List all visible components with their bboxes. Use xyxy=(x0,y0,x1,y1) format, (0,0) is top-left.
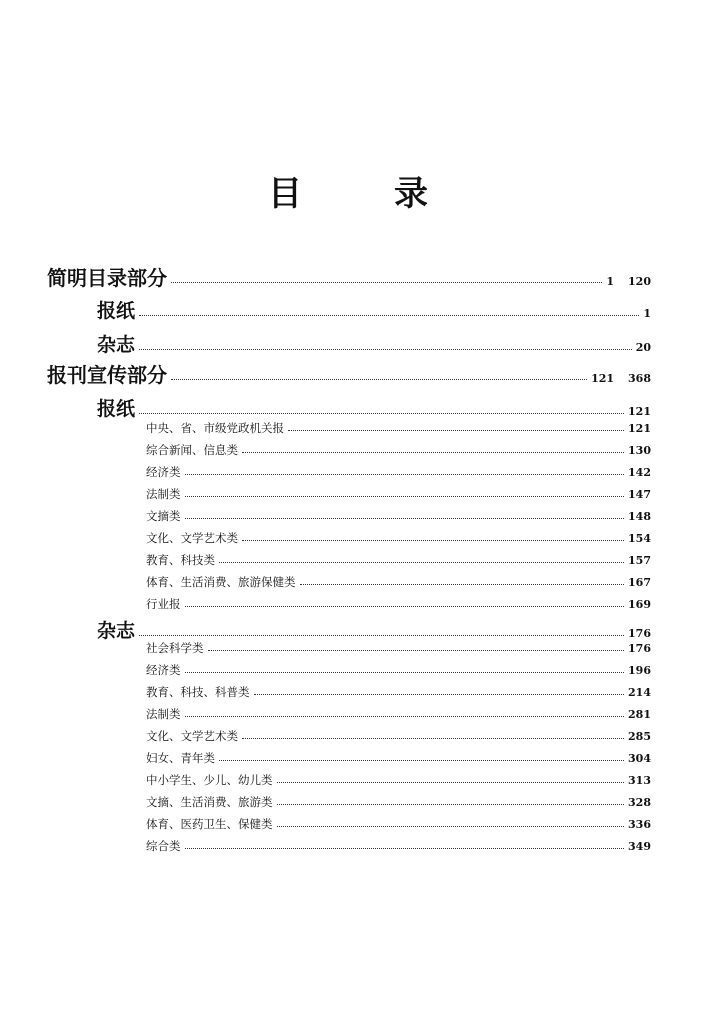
toc-entry-label: 文摘类 xyxy=(146,509,181,523)
toc-entry-label: 文摘、生活消费、旅游类 xyxy=(146,795,273,809)
leader-dots xyxy=(185,496,625,497)
toc-entry xyxy=(146,420,651,436)
page-number: 176 xyxy=(628,642,651,655)
toc-entry xyxy=(146,684,651,700)
toc-entry xyxy=(97,616,651,643)
page-number: 328 xyxy=(628,796,651,809)
toc-entry xyxy=(146,838,651,854)
toc-entry-label: 文化、文学艺术类 xyxy=(146,531,238,545)
leader-dots xyxy=(208,650,625,651)
leader-dots xyxy=(242,738,624,739)
toc-entry xyxy=(146,728,651,744)
toc-entry-label: 经济类 xyxy=(146,465,181,479)
leader-dots xyxy=(277,826,625,827)
leader-dots xyxy=(185,606,625,607)
toc-entry-label: 中小学生、少儿、幼儿类 xyxy=(146,773,273,787)
leader-dots xyxy=(185,474,625,475)
page-number: 169 xyxy=(628,598,651,611)
leader-dots xyxy=(185,848,625,849)
page-number: 285 xyxy=(628,730,651,743)
toc-entry xyxy=(146,706,651,722)
page-number: 336 xyxy=(628,818,651,831)
page-number: 176 xyxy=(628,627,651,640)
toc-entry-label: 报纸 xyxy=(97,300,136,322)
toc-entry xyxy=(97,296,651,323)
page-range-start: 121 xyxy=(591,372,615,385)
toc-entry-label: 杂志 xyxy=(97,334,136,356)
toc-entry xyxy=(146,662,651,678)
toc-entry-label: 报纸 xyxy=(97,398,136,420)
toc-entry xyxy=(146,750,651,766)
page-range-end: 120 xyxy=(628,275,651,288)
toc-entry-label: 综合类 xyxy=(146,839,181,853)
page-number: 157 xyxy=(628,554,651,567)
toc-entry-label: 妇女、青年类 xyxy=(146,751,215,765)
leader-dots xyxy=(288,430,624,431)
toc-entry-label: 简明目录部分 xyxy=(47,266,167,290)
toc-entry-label: 教育、科技类 xyxy=(146,553,215,567)
toc-entry-label: 社会科学类 xyxy=(146,641,204,655)
toc-entry-label: 综合新闻、信息类 xyxy=(146,443,238,457)
toc-entry xyxy=(146,574,651,590)
toc-entry-label: 教育、科技、科普类 xyxy=(146,685,250,699)
page-number: 154 xyxy=(628,532,651,545)
toc-entry-label: 经济类 xyxy=(146,663,181,677)
leader-dots xyxy=(139,413,624,414)
leader-dots xyxy=(300,584,625,585)
leader-dots xyxy=(139,635,624,636)
page-range-end: 368 xyxy=(628,372,651,385)
toc-entry xyxy=(146,486,651,502)
toc-entry xyxy=(97,394,651,421)
toc-entry xyxy=(146,530,651,546)
page-number: 147 xyxy=(628,488,651,501)
toc-entry xyxy=(146,816,651,832)
page-number: 304 xyxy=(628,752,651,765)
toc-entry-label: 文化、文学艺术类 xyxy=(146,729,238,743)
leader-dots xyxy=(277,782,625,783)
page-number: 281 xyxy=(628,708,651,721)
leader-dots xyxy=(242,452,624,453)
leader-dots xyxy=(277,804,625,805)
toc-entry-label: 法制类 xyxy=(146,707,181,721)
leader-dots xyxy=(171,379,587,380)
toc-entry-label: 体育、生活消费、旅游保健类 xyxy=(146,575,296,589)
leader-dots xyxy=(242,540,624,541)
page-number: 121 xyxy=(628,405,651,418)
page-number: 167 xyxy=(628,576,651,589)
toc-entry xyxy=(146,464,651,480)
toc-entry xyxy=(146,508,651,524)
page-title xyxy=(268,168,428,212)
page-number: 1 xyxy=(643,307,651,320)
toc-entry-label: 中央、省、市级党政机关报 xyxy=(146,421,284,435)
leader-dots xyxy=(171,282,602,283)
page-number: 142 xyxy=(628,466,651,479)
toc-entry xyxy=(146,640,651,656)
title-char-1: 目 xyxy=(268,173,302,214)
title-char-2: 录 xyxy=(394,173,428,214)
toc-entry xyxy=(146,596,651,612)
leader-dots xyxy=(185,672,625,673)
page-number: 349 xyxy=(628,840,651,853)
page-number: 313 xyxy=(628,774,651,787)
page-range-start: 1 xyxy=(606,275,615,288)
page-number: 130 xyxy=(628,444,651,457)
toc-entry xyxy=(146,794,651,810)
leader-dots xyxy=(219,562,624,563)
toc-entry xyxy=(146,772,651,788)
page-number: 148 xyxy=(628,510,651,523)
toc-entry-label: 行业报 xyxy=(146,597,181,611)
toc-entry xyxy=(146,552,651,568)
leader-dots xyxy=(254,694,625,695)
toc-entry xyxy=(47,359,651,388)
page-number: 20 xyxy=(635,341,651,354)
toc-entry-label: 报刊宣传部分 xyxy=(47,363,167,387)
leader-dots xyxy=(219,760,624,761)
toc-entry-label: 杂志 xyxy=(97,620,136,642)
toc-entry xyxy=(47,262,651,291)
leader-dots xyxy=(185,716,625,717)
page-number: 121 xyxy=(628,422,651,435)
leader-dots xyxy=(139,315,639,316)
page-number: 214 xyxy=(628,686,651,699)
toc-entry xyxy=(97,330,651,357)
page-number: 196 xyxy=(628,664,651,677)
leader-dots xyxy=(139,349,632,350)
toc-entry xyxy=(146,442,651,458)
toc-entry-label: 法制类 xyxy=(146,487,181,501)
leader-dots xyxy=(185,518,625,519)
toc-entry-label: 体育、医药卫生、保健类 xyxy=(146,817,273,831)
